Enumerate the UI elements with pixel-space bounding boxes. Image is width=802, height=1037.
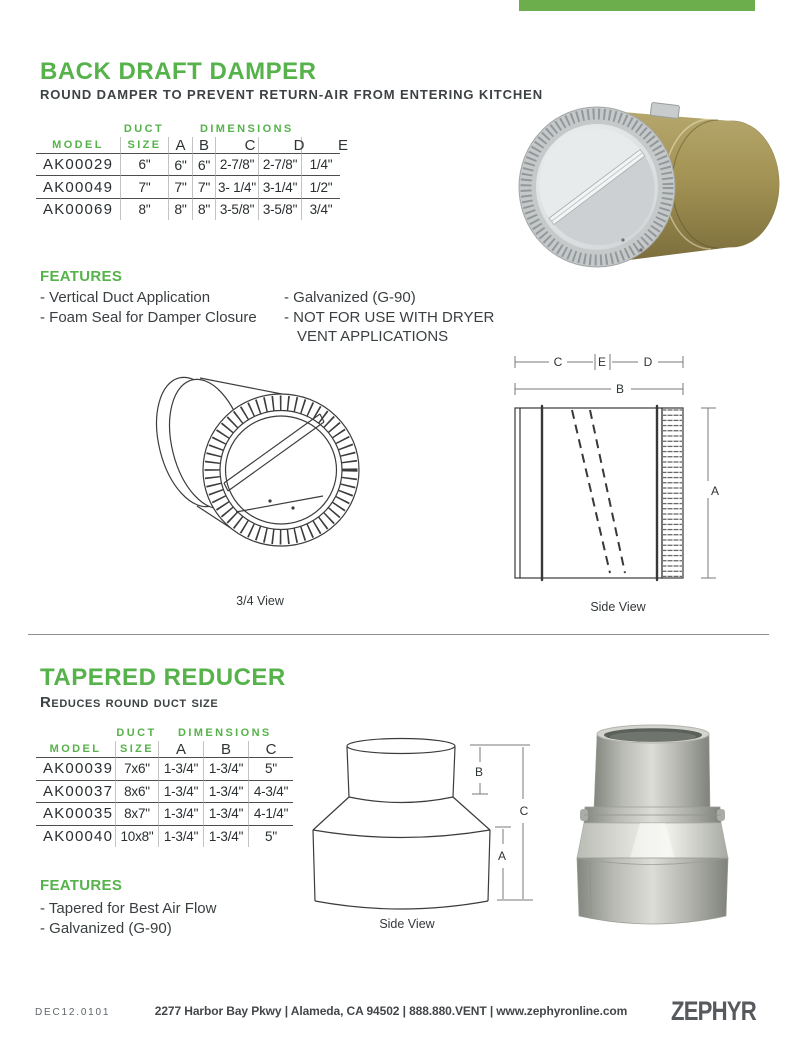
- table-cell: 2-7/8": [215, 153, 258, 175]
- table-cell: 5": [248, 757, 293, 780]
- table-cell: 5": [248, 825, 293, 848]
- table-cell: 8": [192, 198, 215, 220]
- table-cell: 1/2": [301, 175, 340, 197]
- table-cell: 8": [168, 198, 192, 220]
- column-header-d: [258, 136, 305, 154]
- column-header-c-label: C: [244, 136, 256, 154]
- table-cell: 4-1/4": [248, 802, 293, 825]
- column-header-a: A: [168, 137, 192, 153]
- table-cell: 4-3/4": [248, 780, 293, 803]
- table-header-spacer: [36, 121, 120, 137]
- dim-label-a: A: [497, 849, 506, 863]
- table-cell: 1-3/4": [158, 825, 203, 848]
- reducer-side-view-caption: Side View: [379, 917, 435, 931]
- feature-item: - NOT FOR USE WITH DRYER: [284, 308, 495, 326]
- damper-features-list-right: [284, 289, 494, 348]
- table-cell: 8x7": [115, 802, 158, 825]
- reducer-section-subtitle: Reduces round duct size: [40, 694, 219, 711]
- table-cell: 1-3/4": [203, 802, 248, 825]
- section-divider: [28, 634, 769, 635]
- three-quarter-view-caption: 3/4 View: [236, 594, 284, 608]
- table-cell: AK00069: [36, 198, 120, 220]
- table-cell: 7": [192, 175, 215, 197]
- damper-features-heading: FEATURES: [40, 268, 123, 285]
- zephyr-logo: ZEPHYR: [671, 996, 756, 1026]
- feature-item: VENT APPLICATIONS: [297, 328, 449, 345]
- duct-size-header-top: DUCT: [116, 726, 157, 739]
- column-header-b: B: [203, 741, 248, 757]
- table-cell: 1-3/4": [203, 825, 248, 848]
- reducer-features-heading: FEATURES: [40, 877, 123, 894]
- model-header: MODEL: [49, 743, 102, 755]
- document-code: DEC12.0101: [35, 1007, 111, 1018]
- reducer-side-view-drawing: [305, 735, 540, 920]
- table-cell: 1-3/4": [158, 802, 203, 825]
- table-cell: 3- 1/4": [215, 175, 258, 197]
- table-cell: 1/4": [301, 153, 340, 175]
- table-cell: 3-5/8": [215, 198, 258, 220]
- table-cell: 1-3/4": [158, 757, 203, 780]
- table-cell: 8": [120, 198, 168, 220]
- table-cell: 1-3/4": [158, 780, 203, 803]
- column-header-e-label: E: [337, 136, 348, 154]
- reducer-product-photo: [560, 710, 790, 940]
- duct-size-header-bottom: SIZE: [115, 741, 158, 757]
- table-cell: AK00040: [36, 825, 115, 848]
- dimensions-header: DIMENSIONS: [178, 726, 272, 739]
- table-cell: 7": [168, 175, 192, 197]
- column-header-d-label: D: [293, 136, 305, 154]
- table-cell: 2-7/8": [258, 153, 301, 175]
- duct-size-header-bottom: SIZE: [120, 137, 168, 153]
- footer-address: 2277 Harbor Bay Pkwy | Alameda, CA 94502 | 888.880.VENT | www.zephyronline.com: [154, 1004, 628, 1018]
- damper-dimensions-table: [36, 121, 348, 220]
- table-header-spacer: [36, 724, 115, 741]
- dimensions-header: DIMENSIONS: [200, 123, 294, 135]
- table-cell: 3-1/4": [258, 175, 301, 197]
- table-cell: 1-3/4": [203, 757, 248, 780]
- table-cell: AK00035: [36, 802, 115, 825]
- table-cell: 7": [120, 175, 168, 197]
- top-accent-bar: [519, 0, 755, 11]
- table-cell: AK00039: [36, 757, 115, 780]
- duct-size-header-top: DUCT: [123, 123, 165, 135]
- feature-item: - Tapered for Best Air Flow: [40, 900, 217, 917]
- column-header-c: [215, 137, 258, 153]
- feature-item: - Galvanized (G-90): [284, 289, 416, 306]
- column-header-c: C: [248, 741, 293, 757]
- reducer-features-list: [40, 900, 216, 939]
- column-header-a: A: [158, 741, 203, 757]
- table-cell: 6": [168, 153, 192, 175]
- damper-side-view-drawing: [505, 345, 755, 590]
- table-cell: 3/4": [301, 198, 340, 220]
- dim-label-c: C: [553, 355, 563, 369]
- dim-label-a: A: [710, 484, 719, 498]
- table-cell: 7x6": [115, 757, 158, 780]
- feature-item: - Galvanized (G-90): [40, 919, 172, 937]
- table-cell: 3-5/8": [258, 198, 301, 220]
- reducer-section-title: TAPERED REDUCER: [40, 664, 286, 691]
- table-cell: 10x8": [115, 825, 158, 848]
- table-cell: AK00029: [36, 153, 120, 175]
- damper-side-view-caption: Side View: [590, 600, 646, 614]
- damper-three-quarter-drawing: [150, 365, 375, 560]
- damper-features-list-left: [40, 289, 257, 328]
- column-header-e: [301, 136, 348, 154]
- dim-label-b: B: [474, 765, 483, 779]
- table-cell: AK00049: [36, 175, 120, 197]
- table-cell: 8x6": [115, 780, 158, 803]
- damper-section-title: BACK DRAFT DAMPER: [40, 58, 317, 85]
- reducer-dimensions-table: [36, 724, 293, 847]
- dim-label-d: D: [643, 355, 653, 369]
- dim-label-c: C: [519, 804, 529, 818]
- feature-item: - Foam Seal for Damper Closure: [40, 308, 257, 326]
- dim-label-e: E: [597, 355, 606, 369]
- table-cell: 6": [192, 153, 215, 175]
- damper-section-subtitle: ROUND DAMPER TO PREVENT RETURN-AIR FROM ENTERING KITCHEN: [40, 87, 544, 102]
- damper-product-photo: [505, 100, 790, 272]
- dim-label-b: B: [615, 382, 624, 396]
- table-cell: 6": [120, 153, 168, 175]
- table-cell: AK00037: [36, 780, 115, 803]
- table-cell: 1-3/4": [203, 780, 248, 803]
- feature-item: - Vertical Duct Application: [40, 289, 211, 306]
- model-header: MODEL: [52, 139, 104, 151]
- column-header-b: B: [192, 137, 215, 153]
